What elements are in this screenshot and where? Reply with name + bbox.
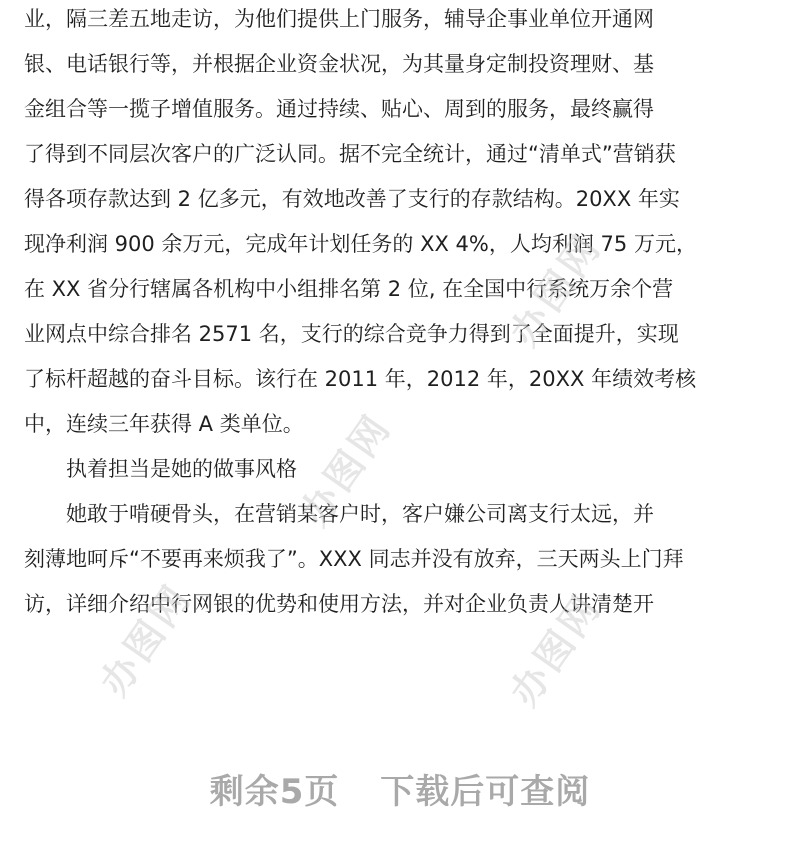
section-heading: 执着担当是她的做事风格 (66, 457, 297, 481)
text-line: 业网点中综合排名 2571 名，支行的综合竞争力得到了全面提升，实现 (24, 322, 679, 346)
text-line: 业，隔三差五地走访，为他们提供上门服务，辅导企事业单位开通网 (24, 7, 654, 31)
text-line: 刻薄地呵斥“不要再来烦我了”。XXX 同志并没有放弃，三天两头上门拜 (24, 547, 684, 571)
paragraph-2 (24, 492, 704, 627)
text-line: 了标杆超越的奋斗目标。该行在 2011 年，2012 年，20XX 年绩效考核 (24, 367, 697, 391)
text-line: 在 XX 省分行辖属各机构中小组排名第 2 位, 在全国中行系统万余个营 (24, 277, 674, 301)
watermark: 办图网 (501, 225, 611, 354)
text-line: 金组合等一揽子增值服务。通过持续、贴心、周到的服务，最终赢得 (24, 97, 654, 121)
text-line: 得各项存款达到 2 亿多元，有效地改善了支行的存款结构。20XX 年实 (24, 187, 680, 211)
paragraph-1 (24, 0, 704, 447)
text-line: 访，详细介绍中行网银的优势和使用方法，并对企业负责人讲清楚开 (24, 592, 654, 616)
text-line: 中，连续三年获得 A 类单位。 (24, 412, 304, 436)
text-line: 她敢于啃硬骨头，在营销某客户时，客户嫌公司离支行太远，并 (66, 502, 654, 526)
download-more-banner[interactable] (0, 762, 800, 822)
watermark: 办图网 (91, 575, 201, 704)
remaining-pages-text: 剩余5页 (209, 772, 340, 812)
watermark: 办图网 (291, 405, 401, 534)
document-body (24, 0, 704, 627)
text-line: 现净利润 900 余万元，完成年计划任务的 XX 4%，人均利润 75 万元， (24, 232, 697, 256)
watermark: 办图网 (501, 585, 611, 714)
text-line: 银、电话银行等，并根据企业资金状况，为其量身定制投资理财、基 (24, 52, 654, 76)
text-line: 了得到不同层次客户的广泛认同。据不完全统计，通过“清单式”营销获 (24, 142, 676, 166)
download-to-view-text: 下载后可查阅 (380, 772, 591, 812)
